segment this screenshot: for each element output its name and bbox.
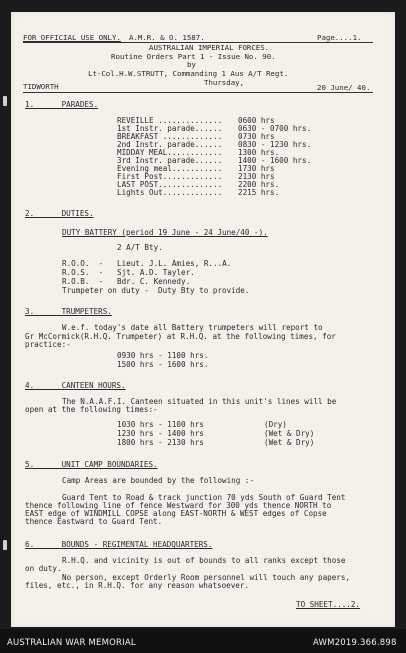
- date-label: 20 June/ 40.: [317, 83, 371, 92]
- canteen-note: (Wet & Dry): [264, 438, 315, 447]
- duty-battery-line: DUTY BATTERY (period 19 June - 24 June/40 -).: [62, 228, 268, 237]
- parade-label: First Post.............: [117, 172, 223, 181]
- canteen-time: 1230 hrs - 1400 hrs: [117, 429, 204, 438]
- parade-time: 2215 hrs.: [238, 188, 280, 197]
- duty-name: Bdr. C. Kennedy.: [117, 277, 191, 286]
- duty-role: R.O.B. -: [62, 277, 104, 286]
- binder-hole: [3, 540, 7, 550]
- binder-hole: [3, 96, 7, 106]
- duty-name: Lieut. J.L. Amies, R...A.: [117, 259, 232, 268]
- duty-role: R.O.S. -: [62, 268, 104, 277]
- boundaries-text: EAST edge of WINDMILL COPSE along EAST-NORTH & WEST edges of Copse: [25, 509, 327, 518]
- continuation-note: TO SHEET....2.: [296, 600, 361, 609]
- commander-line: Lt-Col.H.W.STRUTT, Commanding 1 Aus A/T Regt.: [88, 69, 289, 78]
- parade-time: 0730 hrs: [238, 132, 275, 141]
- bounds-text: files, etc., in R.H.Q. for any reason whatsoever.: [25, 581, 250, 590]
- section-6-heading: 6. BOUNDS - REGIMENTAL HEADQUARTERS.: [25, 540, 213, 549]
- bounds-text: No person, except Orderly Room personnel will touch any papers,: [62, 573, 351, 582]
- parade-time: 2130 hrs: [238, 172, 275, 181]
- section-4-heading: 4. CANTEEN HOURS.: [25, 381, 126, 390]
- footer-accession: AWM2019.366.898: [313, 638, 397, 648]
- parade-label: LAST POST..............: [117, 180, 223, 189]
- canteen-note: (Wet & Dry): [264, 429, 315, 438]
- parade-label: BREAKFAST .............: [117, 132, 223, 141]
- canteen-time: 1030 hrs - 1100 hrs: [117, 420, 204, 429]
- bounds-text: R.H.Q. and vicinity is out of bounds to all ranks except those: [62, 556, 346, 565]
- parade-label: 1st Instr. parade......: [117, 124, 223, 133]
- battery-name: 2 A/T Bty.: [117, 243, 163, 252]
- location-label: TIDWORTH: [23, 82, 59, 91]
- boundaries-text: thence following line of fence Westward for 300 yds thence NORTH to: [25, 501, 332, 510]
- canteen-text: open at the following times:-: [25, 405, 158, 414]
- parade-label: MIDDAY MEAL............: [117, 148, 223, 157]
- parade-label: REVEILLE ..............: [117, 116, 223, 125]
- practice-time: 0930 hrs - 1100 hrs.: [117, 351, 209, 360]
- force-title: AUSTRALIAN IMPERIAL FORCES.: [149, 43, 270, 52]
- section-3-heading: 3. TRUMPETERS.: [25, 307, 112, 316]
- section-5-heading: 5. UNIT CAMP BOUNDARIES.: [25, 460, 158, 469]
- document-page: [11, 12, 395, 627]
- canteen-note: (Dry): [264, 420, 287, 429]
- by-label: by: [187, 60, 196, 69]
- reference-number: A.M.R. & O. 1587.: [129, 33, 205, 42]
- parade-label: 3rd Instr. parade......: [117, 156, 223, 165]
- page-number: Page....1.: [317, 33, 362, 42]
- classification-label: FOR OFFICIAL USE ONLY.: [23, 33, 121, 42]
- parade-time: 0600 hrs: [238, 116, 275, 125]
- orders-title: Routine Orders Part 1 - Issue No. 90.: [111, 52, 276, 61]
- parade-label: Lights Out.............: [117, 188, 223, 197]
- parade-time: 1400 - 1600 hrs.: [238, 156, 312, 165]
- parade-time: 0630 - 0700 hrs.: [238, 124, 312, 133]
- boundaries-text: thence Eastward to Guard Tent.: [25, 517, 163, 526]
- practice-time: 1500 hrs - 1600 hrs.: [117, 360, 209, 369]
- duty-role: R.O.O. -: [62, 259, 104, 268]
- parade-time: 0830 - 1230 hrs.: [238, 140, 312, 149]
- trumpeters-text: W.e.f. today's date all Battery trumpeters will report to: [62, 323, 323, 332]
- trumpeters-text: Gr McCormick(R.H.Q. Trumpeter) at R.H.Q. at the following times, for: [25, 332, 336, 341]
- footer-institution: AUSTRALIAN WAR MEMORIAL: [7, 638, 136, 648]
- canteen-text: The N.A.A.F.I. Canteen situated in this unit's lines will be: [62, 397, 337, 406]
- archive-footer: [0, 629, 406, 653]
- canteen-time: 1800 hrs - 2130 hrs: [117, 438, 204, 447]
- trumpeter-duty-line: Trumpeter on duty - Duty Bty to provide.: [62, 286, 250, 295]
- trumpeters-text: practice:-: [25, 340, 71, 349]
- duty-name: Sjt. A.D. Tayler.: [117, 268, 195, 277]
- day-label: Thursday,: [204, 78, 245, 87]
- parade-label: 2nd Instr. parade......: [117, 140, 223, 149]
- bounds-text: on duty.: [25, 564, 62, 573]
- boundaries-text: Guard Tent to Road & track junction 70 yds South of Guard Tent: [62, 493, 346, 502]
- section-1-heading: 1. PARADES.: [25, 100, 99, 109]
- header-rule-bottom: [23, 92, 373, 93]
- boundaries-intro: Camp Areas are bounded by the following :-: [62, 476, 255, 485]
- section-2-heading: 2. DUTIES.: [25, 209, 94, 218]
- parade-label: Evening meal...........: [117, 164, 223, 173]
- parade-time: 1730 hrs: [238, 164, 275, 173]
- parade-time: 1300 hrs.: [238, 148, 280, 157]
- parade-time: 2200 hrs.: [238, 180, 280, 189]
